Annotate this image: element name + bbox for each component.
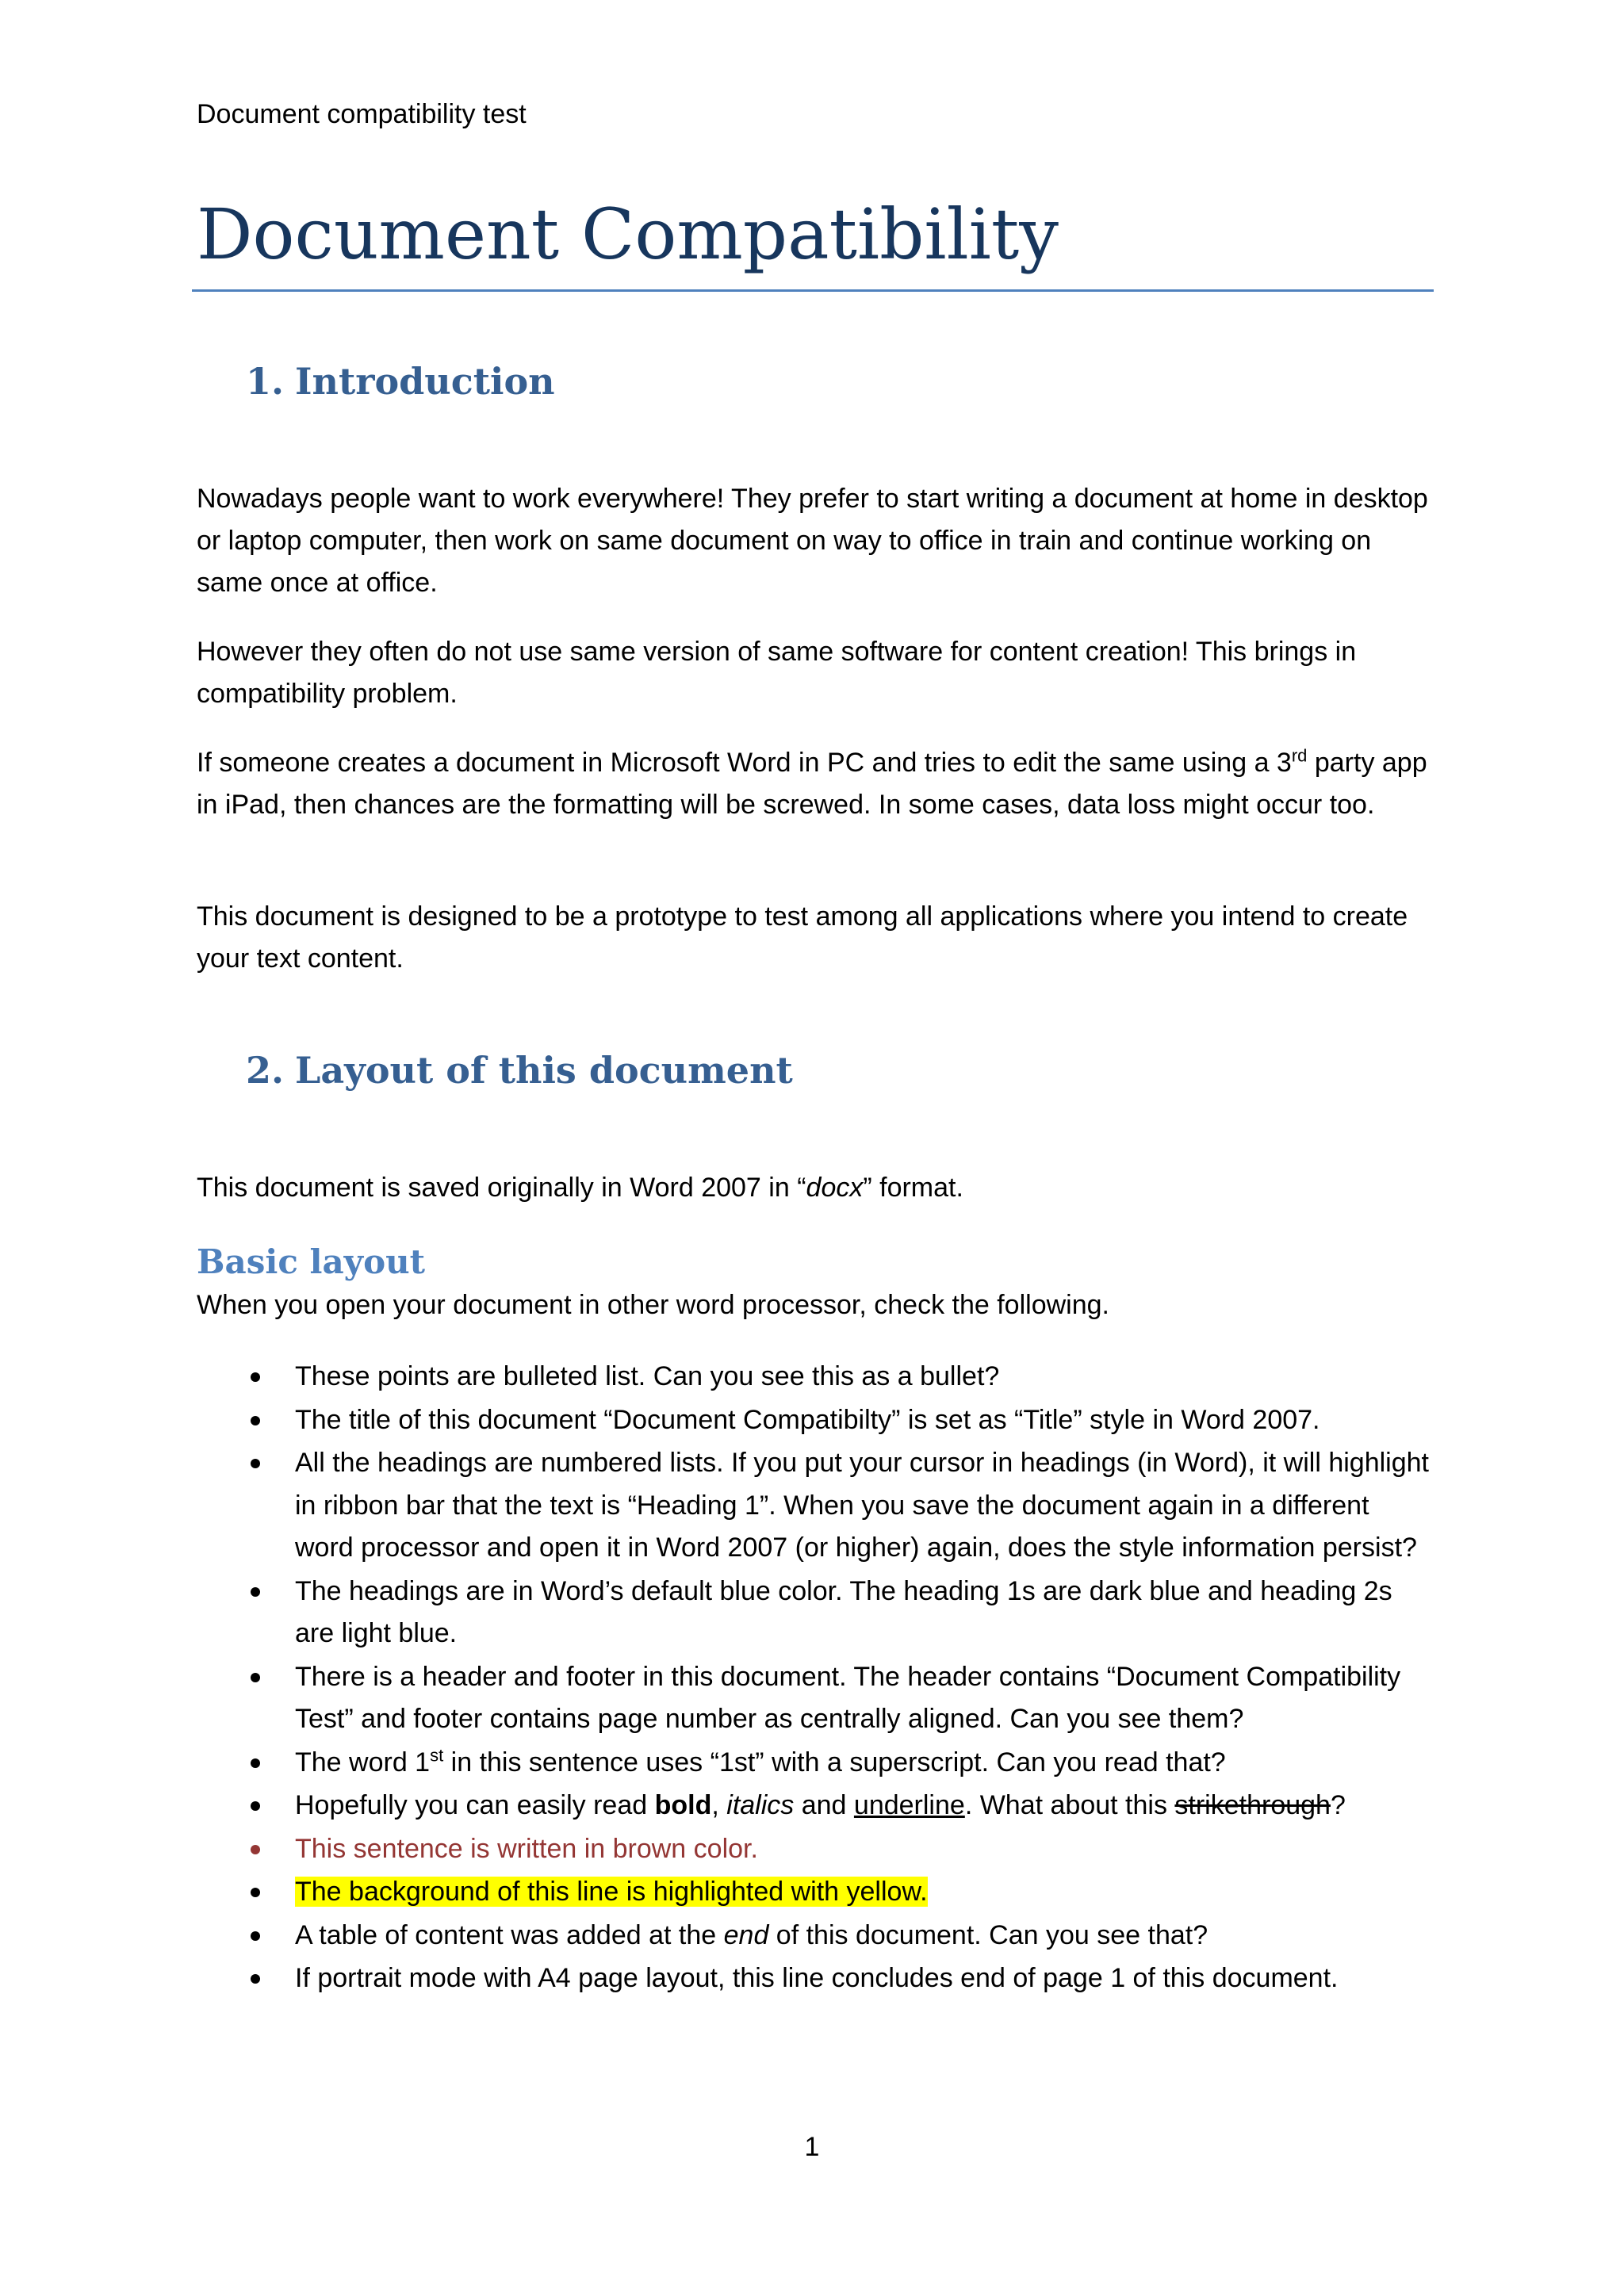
list-item <box>197 1957 1434 2000</box>
list-item-text: All the headings are numbered lists. If you put your cursor in headings (in Word), it will highlight in ribbon bar that the text is “Heading 1”. When you save the document again in a different word processor and open it in Word 2007 (or higher) again, does the style information persist? <box>295 1448 1429 1563</box>
list-item <box>197 1742 1434 1785</box>
text-run: party app in iPad, then chances are the formatting will be screwed. In some cases, data loss might occur too. <box>197 748 1427 820</box>
list-item-text: This sentence is written in brown color. <box>295 1833 758 1864</box>
text-run: Hopefully you can easily read <box>295 1790 655 1820</box>
text-run: The word 1 <box>295 1747 431 1777</box>
document-title: Document Compatibility <box>197 193 1059 275</box>
intro-paragraph-2: However they often do not use same version of same software for content creation! This brings in compatibility problem. <box>197 637 1357 709</box>
bold-text: bold <box>654 1790 712 1820</box>
bullet-icon <box>251 1587 260 1597</box>
heading-text: Layout of this document <box>295 1049 793 1092</box>
list-item <box>197 1785 1434 1827</box>
list-item-text: The headings are in Word’s default blue color. The heading 1s are dark blue and heading 2s are light blue. <box>295 1575 1392 1648</box>
superscript: st <box>430 1745 444 1766</box>
checklist-bullets <box>197 1356 1434 2001</box>
subheading-basic-layout: Basic layout <box>197 1242 426 1281</box>
list-item-text: There is a header and footer in this document. The header contains “Document Compatibility Test” and footer contains page number as centrally aligned. Can you see them? <box>295 1661 1401 1734</box>
running-header: Document compatibility test <box>197 99 527 129</box>
text-run: If someone creates a document in Microsoft Word in PC and tries to edit the same using a 3 <box>197 748 1292 778</box>
text-run: This document is saved originally in Word 2007 in “ <box>197 1173 806 1203</box>
list-item <box>197 1356 1434 1399</box>
page-number-footer: 1 <box>804 2132 820 2162</box>
list-item <box>197 1442 1434 1570</box>
text-run: ? <box>1330 1790 1346 1820</box>
italic-text: italics <box>726 1790 795 1820</box>
text-run: , <box>711 1790 727 1820</box>
heading-layout <box>246 1047 793 1094</box>
italic-text: end <box>723 1919 769 1950</box>
bullet-icon <box>251 1888 260 1897</box>
superscript: rd <box>1291 745 1308 766</box>
heading-text: Introduction <box>295 360 555 403</box>
bullet-icon <box>251 1845 260 1854</box>
bullet-icon <box>251 1416 260 1425</box>
list-item <box>197 1571 1434 1655</box>
list-item-text: If portrait mode with A4 page layout, this line concludes end of page 1 of this document. <box>295 1963 1339 1993</box>
bullet-icon <box>251 1974 260 1984</box>
heading-number: 1. <box>246 360 285 403</box>
text-run: of this document. Can you see that? <box>768 1919 1208 1950</box>
list-item-text: These points are bulleted list. Can you see this as a bullet? <box>295 1361 1000 1391</box>
list-item-highlighted <box>197 1871 1434 1914</box>
heading-number: 2. <box>246 1049 285 1092</box>
bullet-icon <box>251 1758 260 1768</box>
text-run: and <box>794 1790 854 1820</box>
intro-paragraph-4: This document is designed to be a prototype to test among all applications where you intend to create your text content. <box>197 901 1408 974</box>
list-item <box>197 1656 1434 1741</box>
title-underline-rule <box>192 289 1434 292</box>
basic-layout-intro: When you open your document in other word processor, check the following. <box>197 1290 1109 1320</box>
text-run: ” format. <box>863 1173 963 1203</box>
highlighted-text: The background of this line is highlighted with yellow. <box>295 1877 928 1907</box>
text-run: A table of content was added at the <box>295 1919 724 1950</box>
underlined-text: underline <box>853 1790 965 1820</box>
list-item-brown <box>197 1828 1434 1871</box>
heading-introduction <box>246 358 555 405</box>
bullet-icon <box>251 1801 260 1811</box>
list-item-text: The title of this document “Document Compatibilty” is set as “Title” style in Word 2007. <box>295 1404 1320 1435</box>
text-run: in this sentence uses “1st” with a superscript. Can you read that? <box>443 1747 1226 1777</box>
bullet-icon <box>251 1372 260 1382</box>
intro-paragraph-1: Nowadays people want to work everywhere! They prefer to start writing a document at home in desktop or laptop computer, then work on same document on way to office in train and continue working on same once at office. <box>197 484 1428 598</box>
bullet-icon <box>251 1931 260 1941</box>
text-run: . What about this <box>964 1790 1175 1820</box>
intro-paragraph-3 <box>197 742 1434 826</box>
list-item <box>197 1915 1434 1957</box>
list-item <box>197 1399 1434 1442</box>
bullet-icon <box>251 1673 260 1682</box>
italic-text: docx <box>806 1173 864 1203</box>
layout-paragraph-1 <box>197 1167 1434 1209</box>
bullet-icon <box>251 1459 260 1468</box>
strikethrough-text: strikethrough <box>1174 1790 1331 1820</box>
